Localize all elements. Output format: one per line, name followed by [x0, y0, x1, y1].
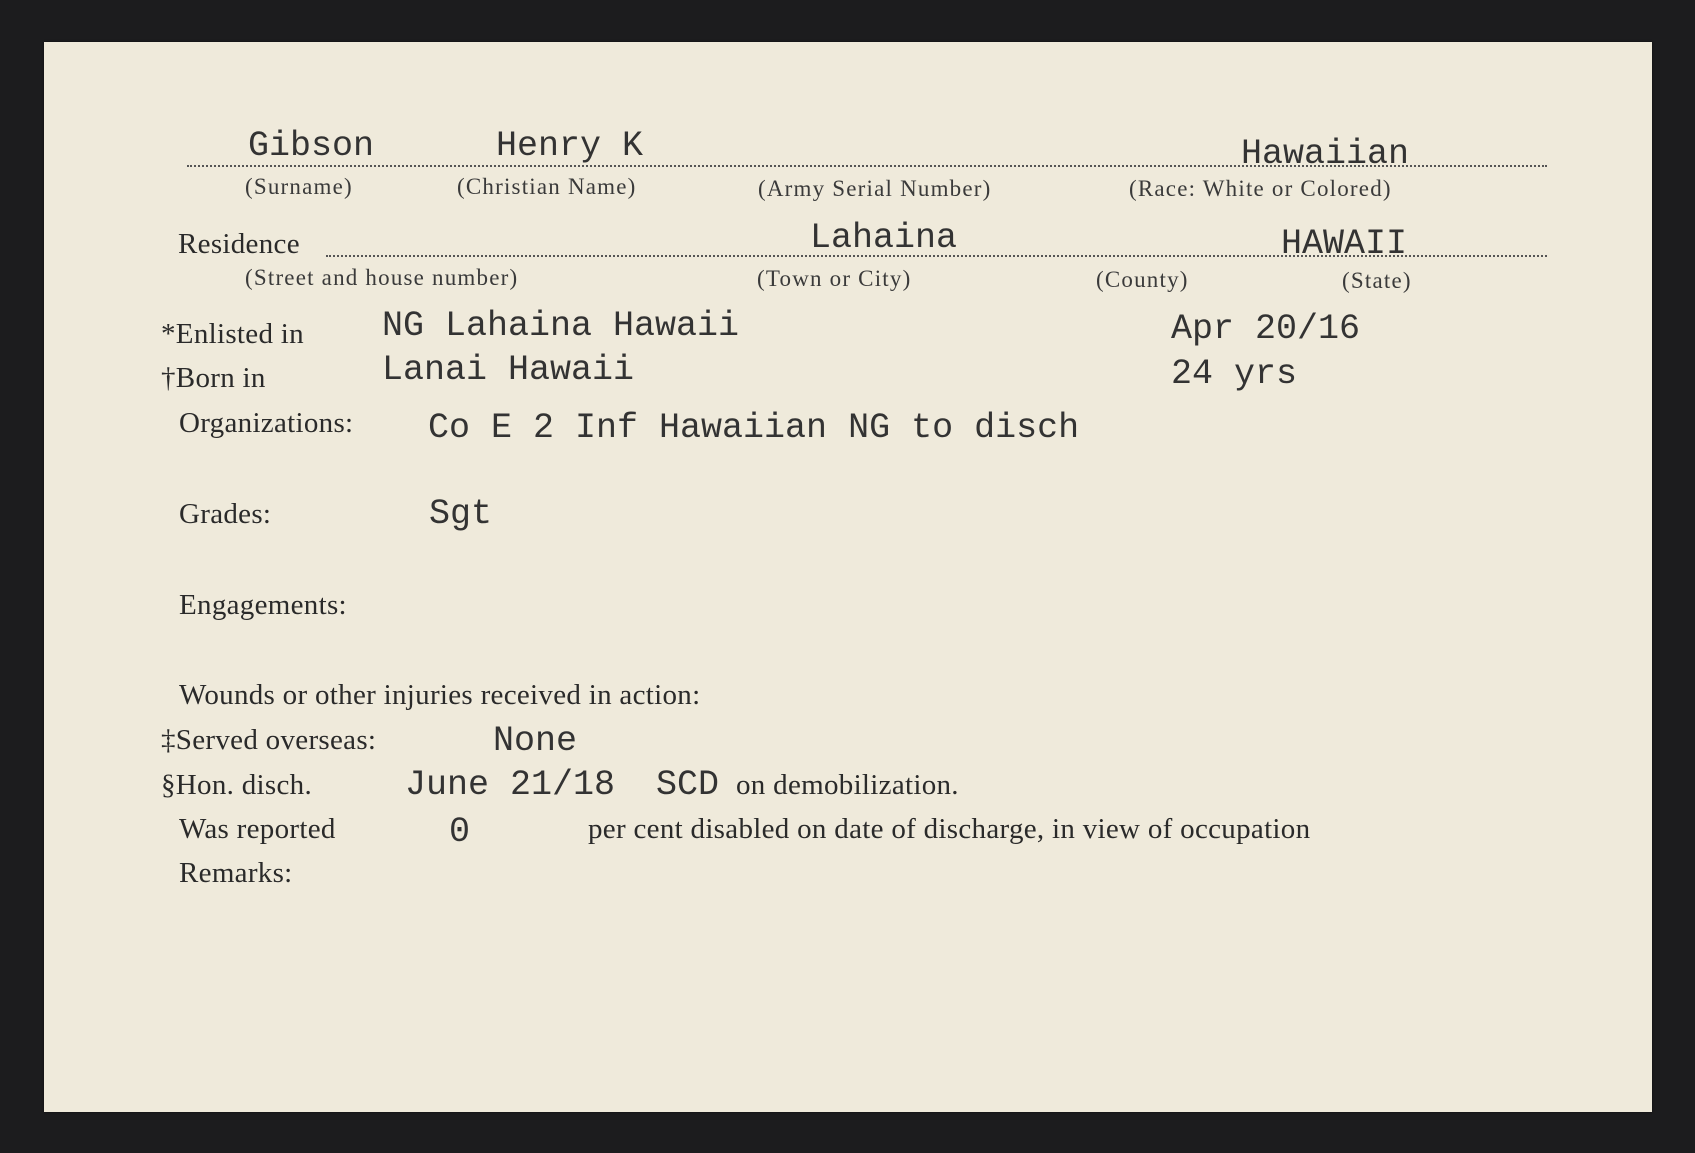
- born-age-value: 24 yrs: [1171, 354, 1298, 394]
- organizations-label: Organizations:: [179, 407, 354, 439]
- born-place-value: Lanai Hawaii: [382, 350, 635, 390]
- discharge-suffix: on demobilization.: [736, 769, 959, 801]
- disability-percent-value: 0: [449, 812, 471, 852]
- serial-number-caption: (Army Serial Number): [758, 176, 992, 201]
- born-label: †Born in: [161, 362, 266, 394]
- disability-label: Was reported: [179, 813, 336, 845]
- grades-value: Sgt: [429, 494, 493, 534]
- christian-name-caption: (Christian Name): [457, 174, 637, 199]
- overseas-label: ‡Served overseas:: [161, 724, 377, 756]
- enlisted-date-value: Apr 20/16: [1171, 309, 1361, 349]
- service-record-card: [44, 42, 1652, 1112]
- residence-state-value: HAWAII: [1281, 224, 1408, 264]
- surname-caption: (Surname): [245, 174, 353, 199]
- race-caption: (Race: White or Colored): [1129, 176, 1392, 201]
- discharge-date-value: June 21/18: [405, 765, 616, 805]
- state-caption: (State): [1342, 268, 1412, 293]
- town-caption: (Town or City): [757, 266, 912, 291]
- surname-value: Gibson: [248, 126, 375, 166]
- grades-label: Grades:: [179, 498, 272, 530]
- enlisted-label: *Enlisted in: [161, 318, 304, 350]
- race-value: Hawaiian: [1241, 134, 1410, 174]
- organizations-value: Co E 2 Inf Hawaiian NG to disch: [428, 408, 1080, 448]
- discharge-label: §Hon. disch.: [161, 769, 313, 801]
- overseas-value: None: [493, 721, 578, 761]
- residence-label: Residence: [178, 228, 300, 260]
- county-caption: (County): [1096, 267, 1189, 292]
- street-caption: (Street and house number): [245, 265, 519, 290]
- residence-town-value: Lahaina: [810, 218, 958, 258]
- remarks-label: Remarks:: [179, 857, 293, 889]
- discharge-code-value: SCD: [656, 765, 720, 805]
- christian-name-value: Henry K: [496, 126, 644, 166]
- wounds-label: Wounds or other injuries received in action:: [179, 679, 701, 711]
- disability-suffix: per cent disabled on date of discharge, in view of occupation: [588, 813, 1311, 845]
- engagements-label: Engagements:: [179, 589, 347, 621]
- enlisted-place-value: NG Lahaina Hawaii: [382, 306, 740, 346]
